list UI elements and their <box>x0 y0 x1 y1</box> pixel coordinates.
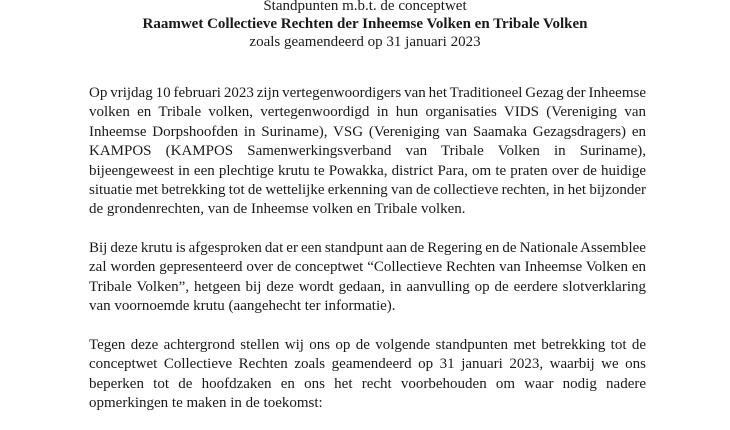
document-heading-line-1: Standpunten m.b.t. de conceptwet <box>263 0 467 14</box>
paragraph-line: bijeengeweest in een plechtige krutu te Powakka, district Para, om te praten over de huidige <box>89 162 646 179</box>
paragraph-line: opmerkingen te maken in de toekomst: <box>89 395 323 412</box>
paragraph-line: situatie met betrekking tot de wettelijke erkenning van de collectieve rechten, in het bijzonder <box>89 182 647 199</box>
paragraph-line: van voornoemde krutu (aangehecht ter informatie). <box>89 298 396 315</box>
paragraph-line: Tegen deze achtergrond stellen wij ons op de volgende standpunten met betrekking tot de <box>89 337 646 353</box>
paragraph-line: de grondenrechten, van de Inheemse volken en Tribale volken. <box>89 201 466 218</box>
paragraph-line: KAMPOS (KAMPOS Samenwerkingsverband van Tribale Volken in Suriname), <box>89 143 646 160</box>
paragraph-line: Inheemse Dorpshoofden in Suriname), VSG (Vereniging van Saamaka Gezagsdragers) en <box>89 123 646 140</box>
paragraph-line: Bij deze krutu is afgesproken dat er een standpunt aan de Regering en de Nationale Assemblee <box>89 240 646 256</box>
document-heading-line-3: zoals geamendeerd op 31 januari 2023 <box>249 34 481 50</box>
paragraph-line: beperken tot de hoofdzaken en ons het recht voorbehouden om waar nodig nadere <box>89 375 646 392</box>
paragraph-1 <box>89 84 646 220</box>
paragraph-2 <box>89 239 646 317</box>
paragraph-line: volken en Tribale volken, vertegenwoordigd in hun organisaties VIDS (Vereniging van <box>89 104 646 121</box>
paragraph-3 <box>89 336 646 414</box>
document-title: Raamwet Collectieve Rechten der Inheemse Volken en Tribale Volken <box>142 16 588 32</box>
paragraph-line: Op vrijdag 10 februari 2023 zijn vertegenwoordigers van het Traditioneel Gezag der Inheemse <box>89 85 646 101</box>
paragraph-line: conceptwet Collectieve Rechten zoals geamendeerd op 31 januari 2023, waarbij we ons <box>89 356 646 373</box>
paragraph-line: zal worden gepresenteerd over de conceptwet “Collectieve Rechten van Inheemse Volken en <box>89 259 646 276</box>
paragraph-line: Tribale Volken”, hetgeen bij deze wordt gedaan, in aanvulling op de eerdere slotverklaring <box>89 278 646 295</box>
